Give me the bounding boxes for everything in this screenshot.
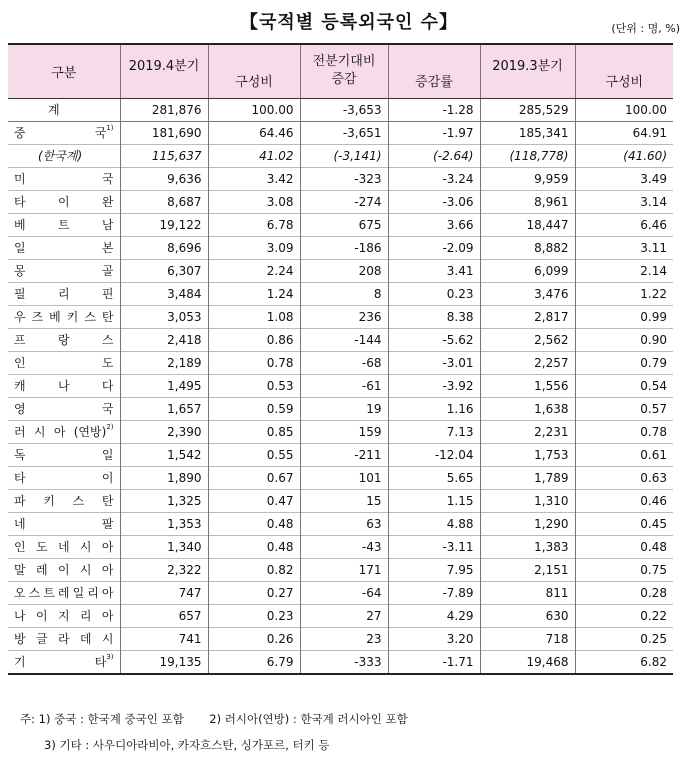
cell-q4: 3,053: [120, 305, 208, 328]
cell-rate: 8.38: [388, 305, 480, 328]
cell-chg: 675: [300, 213, 388, 236]
cell-q4: 1,657: [120, 397, 208, 420]
table-row: [8, 397, 673, 420]
header-change-line2: 증감: [331, 72, 357, 88]
cell-q3: 8,882: [480, 236, 575, 259]
row-category-label: (한국계): [38, 149, 83, 163]
cell-rate: 3.20: [388, 627, 480, 650]
row-category: [8, 650, 120, 674]
cell-share4: 0.82: [208, 558, 300, 581]
cell-chg: -3,653: [300, 98, 388, 121]
cell-chg: 8: [300, 282, 388, 305]
cell-q3: 1,310: [480, 489, 575, 512]
table-row: [8, 535, 673, 558]
cell-share4: 0.59: [208, 397, 300, 420]
cell-q3: 2,562: [480, 328, 575, 351]
cell-q4: 1,890: [120, 466, 208, 489]
row-category-label: 네 팔: [14, 517, 114, 531]
cell-q3: 19,468: [480, 650, 575, 674]
cell-q3: 1,556: [480, 374, 575, 397]
row-category-label: 프 랑 스: [14, 333, 114, 347]
cell-rate: 4.29: [388, 604, 480, 627]
row-category-label: 타 이: [14, 471, 114, 485]
cell-q4: 6,307: [120, 259, 208, 282]
row-category: [8, 443, 120, 466]
table-row: [8, 351, 673, 374]
cell-chg: -211: [300, 443, 388, 466]
cell-share3: 3.49: [640, 171, 667, 186]
row-category: [8, 259, 120, 282]
cell-chg: -144: [300, 328, 388, 351]
table-row: [8, 259, 673, 282]
table-row: [8, 328, 673, 351]
table-row: [8, 604, 673, 627]
cell-rate: -2.09: [388, 236, 480, 259]
cell-rate: -1.71: [388, 650, 480, 674]
cell-rate: -1.97: [388, 121, 480, 144]
cell-share4: 0.55: [208, 443, 300, 466]
table-row: [8, 627, 673, 650]
row-category: [8, 581, 120, 604]
row-category-label: 영 국: [14, 402, 114, 416]
cell-share3: 0.63: [640, 470, 667, 485]
cell-share4: 6.79: [208, 650, 300, 674]
cell-share3: 0.45: [640, 516, 667, 531]
cell-share4: 1.08: [208, 305, 300, 328]
cell-share3: 3.14: [640, 194, 667, 209]
cell-share4: 3.08: [208, 190, 300, 213]
cell-chg: (-3,141): [300, 144, 388, 167]
cell-chg: 236: [300, 305, 388, 328]
row-category-label: 오 스 트 레 일 리 아: [14, 586, 114, 600]
cell-share4: 2.24: [208, 259, 300, 282]
footnote-marker: 1): [106, 124, 114, 132]
cell-q3: 718: [480, 627, 575, 650]
cell-q4: 1,325: [120, 489, 208, 512]
cell-share4: 0.48: [208, 512, 300, 535]
footnote-marker: 3): [106, 653, 114, 661]
cell-share3: 2.14: [640, 263, 667, 278]
cell-rate: 1.15: [388, 489, 480, 512]
cell-rate: -3.06: [388, 190, 480, 213]
row-category-label: 독 일: [14, 448, 114, 462]
table-row: [8, 282, 673, 305]
cell-chg: -323: [300, 167, 388, 190]
table-row: [8, 98, 673, 121]
cell-share3: 0.99: [640, 309, 667, 324]
cell-share3: 1.22: [640, 286, 667, 301]
cell-chg: -43: [300, 535, 388, 558]
cell-share4: 0.67: [208, 466, 300, 489]
cell-q4: 657: [120, 604, 208, 627]
cell-share3: 0.22: [640, 608, 667, 623]
table-row: [8, 512, 673, 535]
cell-q3: 2,151: [480, 558, 575, 581]
cell-q4: 2,418: [120, 328, 208, 351]
cell-share3: 0.28: [640, 585, 667, 600]
cell-rate: 1.16: [388, 397, 480, 420]
cell-chg: 27: [300, 604, 388, 627]
cell-q3: 1,290: [480, 512, 575, 535]
table-row: [8, 581, 673, 604]
row-category: [8, 627, 120, 650]
cell-q4: 1,353: [120, 512, 208, 535]
row-category: [8, 489, 120, 512]
cell-q3: 2,231: [480, 420, 575, 443]
table-row: [8, 144, 673, 167]
cell-q4: 281,876: [120, 98, 208, 121]
cell-rate: -1.28: [388, 98, 480, 121]
cell-q3: 1,638: [480, 397, 575, 420]
table-row: [8, 121, 673, 144]
row-category-label: 러 시 아 (연방): [14, 425, 107, 439]
row-category: [8, 236, 120, 259]
cell-q3: 2,257: [480, 351, 575, 374]
cell-share3: 64.91: [632, 125, 667, 140]
row-category: [8, 512, 120, 535]
header-category: 구분: [8, 44, 120, 98]
unit-label: (단위 : 명, %): [611, 22, 680, 35]
row-category: [8, 305, 120, 328]
header-q3: 2019.3분기: [480, 44, 575, 98]
cell-chg: -3,651: [300, 121, 388, 144]
cell-chg: -186: [300, 236, 388, 259]
cell-rate: -5.62: [388, 328, 480, 351]
cell-rate: -7.89: [388, 581, 480, 604]
cell-share4: 0.53: [208, 374, 300, 397]
cell-q4: 115,637: [120, 144, 208, 167]
cell-share4: 64.46: [208, 121, 300, 144]
cell-share3: 100.00: [575, 98, 673, 121]
cell-q4: 181,690: [120, 121, 208, 144]
cell-chg: -61: [300, 374, 388, 397]
row-category-label: 말 레 이 시 아: [14, 563, 114, 577]
footnote-line1: [20, 706, 408, 732]
cell-rate: 7.95: [388, 558, 480, 581]
cell-share3: 0.90: [640, 332, 667, 347]
table-row: [8, 466, 673, 489]
cell-share3: (41.60): [623, 148, 667, 163]
cell-share4: 3.42: [208, 167, 300, 190]
row-category: [8, 190, 120, 213]
row-category-label: 파 키 스 탄: [14, 494, 114, 508]
cell-q4: 19,122: [120, 213, 208, 236]
row-category: [8, 328, 120, 351]
table-row: [8, 305, 673, 328]
cell-rate: 3.66: [388, 213, 480, 236]
cell-q3: (118,778): [480, 144, 575, 167]
row-category: [8, 535, 120, 558]
cell-q3: 3,476: [480, 282, 575, 305]
table-row: [8, 558, 673, 581]
table-row: [8, 374, 673, 397]
header-q4: 2019.4분기: [120, 44, 208, 98]
cell-share3: 0.75: [640, 562, 667, 577]
cell-share4: 0.27: [208, 581, 300, 604]
row-category: [8, 282, 120, 305]
row-category-label: 몽 골: [14, 264, 114, 278]
cell-chg: -274: [300, 190, 388, 213]
cell-chg: 101: [300, 466, 388, 489]
cell-share3: 0.79: [640, 355, 667, 370]
footnote-2: 2) 러시아(연방) : 한국계 러시아인 포함: [209, 712, 408, 726]
cell-share4: 0.23: [208, 604, 300, 627]
cell-share3: 0.25: [640, 631, 667, 646]
cell-rate: 5.65: [388, 466, 480, 489]
cell-q4: 2,322: [120, 558, 208, 581]
header-q3-share: 구성비: [575, 44, 673, 98]
row-category-label: 캐 나 다: [14, 379, 114, 393]
cell-chg: 63: [300, 512, 388, 535]
row-category-label: 방 글 라 데 시: [14, 632, 114, 646]
cell-q3: 1,753: [480, 443, 575, 466]
cell-share4: 1.24: [208, 282, 300, 305]
footnote-marker: 2): [106, 423, 114, 431]
footnote-3: 3) 기타 : 사우디아라비아, 카자흐스탄, 싱가포르, 터키 등: [44, 738, 330, 752]
cell-share4: 0.86: [208, 328, 300, 351]
cell-chg: 208: [300, 259, 388, 282]
cell-chg: 171: [300, 558, 388, 581]
cell-chg: -333: [300, 650, 388, 674]
table-row: [8, 420, 673, 443]
cell-share3: 0.78: [640, 424, 667, 439]
cell-rate: -3.11: [388, 535, 480, 558]
cell-q4: 2,189: [120, 351, 208, 374]
cell-share4: 6.78: [208, 213, 300, 236]
cell-q3: 8,961: [480, 190, 575, 213]
cell-q3: 630: [480, 604, 575, 627]
cell-share3: 0.48: [640, 539, 667, 554]
cell-q4: 1,542: [120, 443, 208, 466]
cell-rate: 7.13: [388, 420, 480, 443]
cell-chg: 15: [300, 489, 388, 512]
row-category: [8, 98, 120, 121]
table-body: [8, 98, 673, 674]
cell-rate: -3.01: [388, 351, 480, 374]
table-row: [8, 213, 673, 236]
row-category: [8, 213, 120, 236]
row-category-label: 미 국: [14, 172, 114, 186]
cell-rate: -3.24: [388, 167, 480, 190]
cell-share3: 6.82: [575, 650, 673, 674]
footnotes: [20, 706, 408, 758]
cell-share4: 41.02: [208, 144, 300, 167]
cell-share4: 100.00: [208, 98, 300, 121]
cell-chg: -64: [300, 581, 388, 604]
row-category: [8, 374, 120, 397]
cell-share4: 0.47: [208, 489, 300, 512]
cell-q3: 6,099: [480, 259, 575, 282]
row-category-label: 인 도 네 시 아: [14, 540, 114, 554]
row-category-label: 우 즈 베 키 스 탄: [14, 310, 114, 324]
row-category-label: 일 본: [14, 241, 114, 255]
table-row: [8, 236, 673, 259]
row-category-label: 기 타: [14, 655, 107, 669]
foreign-residents-table: [8, 43, 673, 675]
table-row: [8, 443, 673, 466]
row-category-label: 필 리 핀: [14, 287, 114, 301]
header-change-line1: 전분기대비: [312, 54, 376, 70]
cell-q3: 185,341: [480, 121, 575, 144]
cell-rate: -3.92: [388, 374, 480, 397]
row-category-label: 베 트 남: [14, 218, 114, 232]
cell-share4: 3.09: [208, 236, 300, 259]
cell-chg: 23: [300, 627, 388, 650]
row-category-label: 타 이 완: [14, 195, 114, 209]
footnote-1: 주: 1) 중국 : 한국계 중국인 포함: [20, 712, 184, 726]
row-category: [8, 397, 120, 420]
cell-q3: 285,529: [480, 98, 575, 121]
row-category: [8, 144, 120, 167]
cell-share4: 0.26: [208, 627, 300, 650]
cell-rate: (-2.64): [388, 144, 480, 167]
cell-rate: 0.23: [388, 282, 480, 305]
cell-q3: 18,447: [480, 213, 575, 236]
cell-q4: 19,135: [120, 650, 208, 674]
cell-q4: 1,495: [120, 374, 208, 397]
cell-q4: 1,340: [120, 535, 208, 558]
row-category-label: 중 국: [14, 126, 107, 140]
row-category-label: 나 이 지 리 아: [14, 609, 114, 623]
cell-share3: 6.46: [640, 217, 667, 232]
cell-q4: 741: [120, 627, 208, 650]
cell-share4: 0.78: [208, 351, 300, 374]
cell-chg: -68: [300, 351, 388, 374]
cell-share4: 0.48: [208, 535, 300, 558]
cell-q4: 2,390: [120, 420, 208, 443]
cell-share3: 0.54: [640, 378, 667, 393]
table-row: [8, 650, 673, 674]
cell-rate: 3.41: [388, 259, 480, 282]
row-category: [8, 121, 120, 144]
table-title: 【국적별 등록외국인 수】: [239, 12, 459, 33]
cell-q4: 8,696: [120, 236, 208, 259]
row-category-label: 인 도: [14, 356, 114, 370]
cell-share3: 0.61: [640, 447, 667, 462]
table-row: [8, 190, 673, 213]
header-q4-share: 구성비: [208, 44, 300, 98]
cell-q3: 1,383: [480, 535, 575, 558]
cell-q3: 9,959: [480, 167, 575, 190]
row-category: [8, 351, 120, 374]
cell-share3: 0.46: [640, 493, 667, 508]
cell-share3: 0.57: [640, 401, 667, 416]
cell-share4: 0.85: [208, 420, 300, 443]
cell-q3: 1,789: [480, 466, 575, 489]
cell-q4: 8,687: [120, 190, 208, 213]
cell-q3: 2,817: [480, 305, 575, 328]
table-row: [8, 167, 673, 190]
cell-q3: 811: [480, 581, 575, 604]
cell-chg: 19: [300, 397, 388, 420]
header-change: [300, 44, 388, 98]
row-category: [8, 420, 120, 443]
row-category: [8, 167, 120, 190]
cell-q4: 9,636: [120, 167, 208, 190]
row-category: [8, 604, 120, 627]
row-category: [8, 558, 120, 581]
cell-q4: 3,484: [120, 282, 208, 305]
row-category: [8, 466, 120, 489]
cell-q4: 747: [120, 581, 208, 604]
cell-rate: 4.88: [388, 512, 480, 535]
cell-chg: 159: [300, 420, 388, 443]
header-change-rate: 증감률: [388, 44, 480, 98]
table-row: [8, 489, 673, 512]
row-category-label: 계: [47, 103, 60, 117]
cell-rate: -12.04: [388, 443, 480, 466]
cell-share3: 3.11: [640, 240, 667, 255]
